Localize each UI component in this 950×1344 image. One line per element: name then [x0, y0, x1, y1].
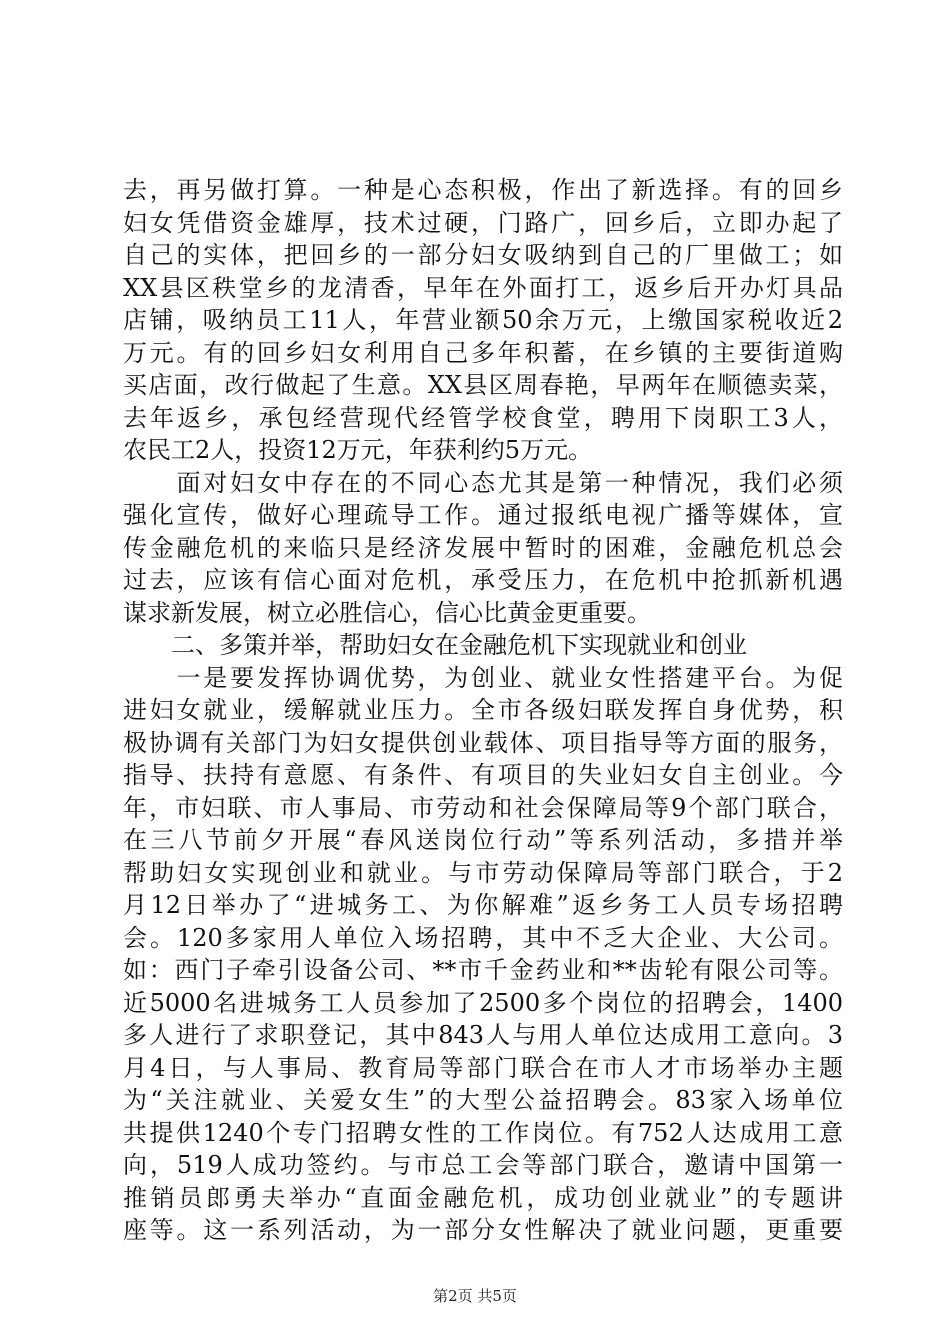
- text-line: 万元。有的回乡妇女利用自己多年积蓄，在乡镇的主要街道购: [123, 338, 843, 367]
- text-line: 向，519人成功签约。与市总工会等部门联合，邀请中国第一: [123, 1151, 843, 1179]
- text-line: 自己的实体，把回乡的一部分妇女吸纳到自己的厂里做工；如: [123, 241, 843, 269]
- text-line: 指导、扶持有意愿、有条件、有项目的失业妇女自主创业。今: [123, 761, 843, 789]
- text-line: 面对妇女中存在的不同心态尤其是第一种情况，我们必须: [123, 468, 843, 497]
- body-text: [123, 174, 843, 1247]
- text-line: 妇女凭借资金雄厚，技术过硬，门路广，回乡后，立即办起了: [123, 208, 843, 237]
- text-line: 为“关注就业、关爱女生”的大型公益招聘会。83家入场单位: [123, 1086, 843, 1114]
- text-line: 多人进行了求职登记，其中843人与用人单位达成用工意向。3: [123, 1021, 843, 1049]
- text-line: 进妇女就业，缓解就业压力。全市各级妇联发挥自身优势，积: [123, 696, 843, 724]
- page-number-footer: 第2页 共5页: [433, 1287, 517, 1305]
- text-line: 极协调有关部门为妇女提供创业载体、项目指导等方面的服务，: [123, 728, 843, 757]
- text-line: 过去，应该有信心面对危机，承受压力，在危机中抢抓新机遇: [123, 566, 843, 594]
- text-line: 月12日举办了“进城务工、为你解难”返乡务工人员专场招聘: [123, 891, 843, 919]
- text-line: 买店面，改行做起了生意。XX县区周春艳，早两年在顺德卖菜，: [123, 371, 843, 399]
- text-line: 一是要发挥协调优势，为创业、就业女性搭建平台。为促: [123, 663, 843, 692]
- text-line: 年，市妇联、市人事局、市劳动和社会保障局等9个部门联合，: [123, 793, 843, 822]
- text-line: XX县区秩堂乡的龙清香，早年在外面打工，返乡后开办灯具品: [123, 273, 843, 302]
- text-line: 去年返乡，承包经营现代经管学校食堂，聘用下岗职工3人，: [123, 403, 843, 432]
- text-line: 共提供1240个专门招聘女性的工作岗位。有752人达成用工意: [123, 1118, 843, 1147]
- text-line: 谋求新发展，树立必胜信心，信心比黄金更重要。: [123, 598, 651, 627]
- text-line: 强化宣传，做好心理疏导工作。通过报纸电视广播等媒体，宣: [123, 501, 843, 529]
- text-line: 月4日，与人事局、教育局等部门联合在市人才市场举办主题: [123, 1053, 843, 1082]
- text-line: 传金融危机的来临只是经济发展中暂时的困难，金融危机总会: [123, 533, 843, 562]
- text-line: 农民工2人，投资12万元，年获利约5万元。: [123, 436, 593, 464]
- text-line: 会。120多家用人单位入场招聘，其中不乏大企业、大公司。: [123, 923, 843, 952]
- text-line: 帮助妇女实现创业和就业。与市劳动保障局等部门联合，于2: [123, 858, 843, 887]
- text-line: 店铺，吸纳员工11人，年营业额50余万元，上缴国家税收近2: [123, 306, 843, 334]
- text-line: 近5000名进城务工人员参加了2500多个岗位的招聘会，1400: [123, 988, 843, 1017]
- text-line: 在三八节前夕开展“春风送岗位行动”等系列活动，多措并举: [123, 826, 843, 854]
- section-heading: 二、多策并举，帮助妇女在金融危机下实现就业和创业: [123, 631, 747, 659]
- text-line: 座等。这一系列活动，为一部分女性解决了就业问题，更重要: [123, 1216, 843, 1244]
- text-line: 如：西门子牵引设备公司、**市千金药业和**齿轮有限公司等。: [123, 956, 843, 984]
- text-line: 去，再另做打算。一种是心态积极，作出了新选择。有的回乡: [123, 176, 843, 204]
- text-line: 推销员郎勇夫举办“直面金融危机，成功创业就业”的专题讲: [123, 1183, 843, 1212]
